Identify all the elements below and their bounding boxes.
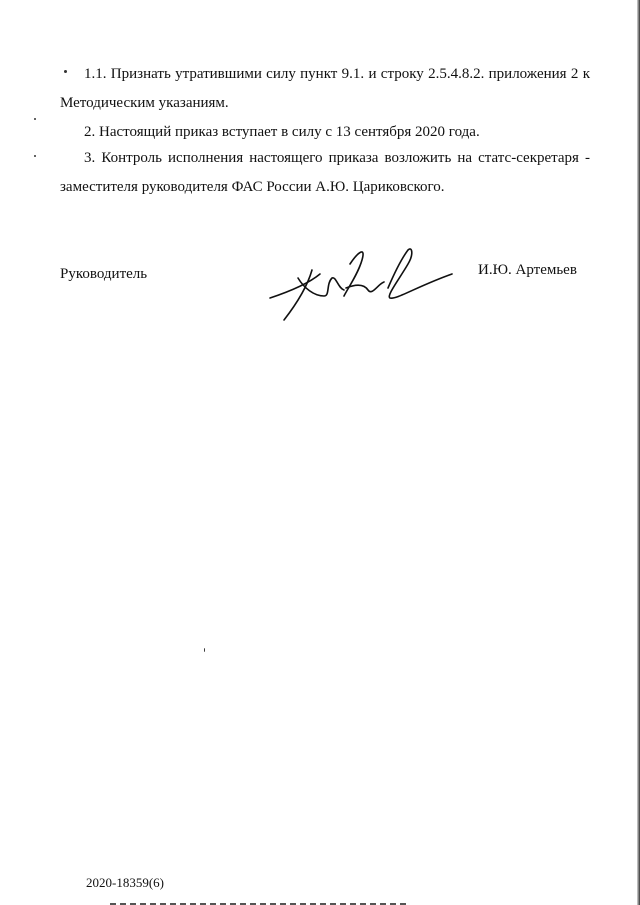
paragraph-2 [60, 118, 590, 147]
document-number: 2020-18359(6) [86, 875, 164, 890]
paragraph-3-line-1: 3. Контроль исполнения настоящего приказа возложить на статс-секретаря - [84, 150, 590, 166]
paragraph-1 [60, 60, 590, 118]
paragraph-3 [60, 144, 590, 202]
signer-position: Руководитель [60, 266, 148, 282]
scan-speck [204, 648, 205, 652]
paragraph-1-line-2: Методическим указаниям. [60, 95, 229, 111]
paragraph-3-line-2: заместителя руководителя ФАС России А.Ю. Цариковского. [60, 179, 445, 195]
handwritten-signature [268, 244, 454, 322]
scan-speck [34, 118, 36, 120]
scan-speck [34, 155, 36, 157]
signer-name: И.Ю. Артемьев [478, 262, 577, 278]
paragraph-2-line-1: 2. Настоящий приказ вступает в силу с 13 сентября 2020 года. [84, 124, 480, 140]
paragraph-1-line-1: 1.1. Признать утратившими силу пункт 9.1. и строку 2.5.4.8.2. приложения 2 к [84, 66, 590, 82]
